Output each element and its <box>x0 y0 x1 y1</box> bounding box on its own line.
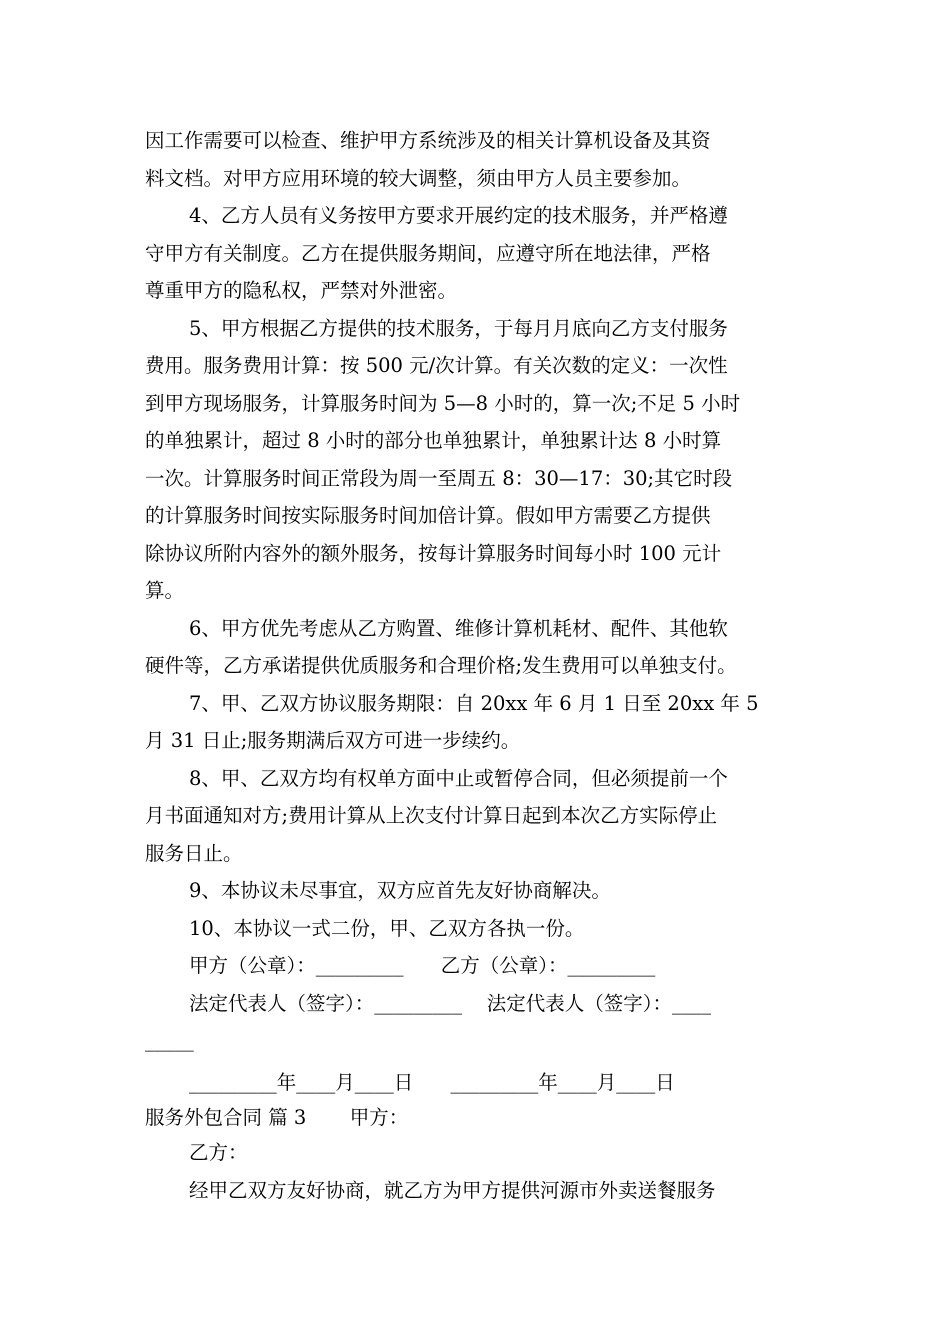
clause-10-line: 10、本协议一式二份，甲、乙双方各执一份。 <box>189 916 585 940</box>
paragraph-line: 除协议所附内容外的额外服务，按每计算服务时间每小时 100 元计 <box>145 541 722 565</box>
paragraph-line: 守甲方有关制度。乙方在提供服务期间，应遵守所在地法律，严格 <box>145 241 711 265</box>
paragraph-line: 经甲乙双方友好协商，就乙方为甲方提供河源市外卖送餐服务 <box>189 1178 716 1202</box>
paragraph-line: 到甲方现场服务，计算服务时间为 5—8 小时的，算一次;不足 5 小时 <box>145 391 741 415</box>
paragraph-line: 硬件等，乙方承诺提供优质服务和合理价格;发生费用可以单独支付。 <box>145 654 737 677</box>
clause-9-line: 9、本协议未尽事宜，双方应首先友好协商解决。 <box>189 879 611 902</box>
clause-5-line: 5、甲方根据乙方提供的技术服务，于每月月底向乙方支付服务 <box>189 316 728 340</box>
signature-continuation-line: _____ <box>145 1029 194 1052</box>
legal-representative-line: 法定代表人（签字）：_________ 法定代表人（签字）：____ <box>189 991 712 1015</box>
clause-7-line: 7、甲、乙双方协议服务期限：自 20xx 年 6 月 1 日至 20xx 年 5 <box>189 691 759 715</box>
clause-8-line: 8、甲、乙双方均有权单方面中止或暂停合同，但必须提前一个 <box>189 766 728 790</box>
paragraph-line: 费用。服务费用计算：按 500 元/次计算。有关次数的定义：一次性 <box>145 354 728 377</box>
paragraph-line: 服务日止。 <box>145 841 243 865</box>
paragraph-line: 月书面通知对方;费用计算从上次支付计算日起到本次乙方实际停止 <box>145 804 718 827</box>
section-heading-line: 服务外包合同 篇 3 甲方： <box>145 1106 409 1129</box>
paragraph-line: 算。 <box>145 579 185 602</box>
paragraph-line: 尊重甲方的隐私权，严禁对外泄密。 <box>145 279 458 302</box>
date-line: _________年____月____日 _________年____月____日 <box>189 1070 675 1094</box>
paragraph-line: 一次。计算服务时间正常段为周一至周五 8：30—17：30;其它时段 <box>145 466 733 490</box>
contract-body <box>145 122 810 1209</box>
paragraph-line: 因工作需要可以检查、维护甲方系统涉及的相关计算机设备及其资 <box>145 129 711 152</box>
clause-6-line: 6、甲方优先考虑从乙方购置、维修计算机耗材、配件、其他软 <box>189 616 728 640</box>
party-seal-line: 甲方（公章）：_________ 乙方（公章）：_________ <box>189 954 656 977</box>
paragraph-line: 料文档。对甲方应用环境的较大调整，须由甲方人员主要参加。 <box>145 166 692 190</box>
paragraph-line: 的单独累计，超过 8 小时的部分也单独累计，单独累计达 8 小时算 <box>145 429 722 452</box>
clause-4-line: 4、乙方人员有义务按甲方要求开展约定的技术服务，并严格遵 <box>189 204 728 227</box>
paragraph-line: 月 31 日止;服务期满后双方可进一步续约。 <box>145 729 521 752</box>
party-b-line: 乙方： <box>189 1141 248 1164</box>
paragraph-line: 的计算服务时间按实际服务时间加倍计算。假如甲方需要乙方提供 <box>145 504 711 527</box>
